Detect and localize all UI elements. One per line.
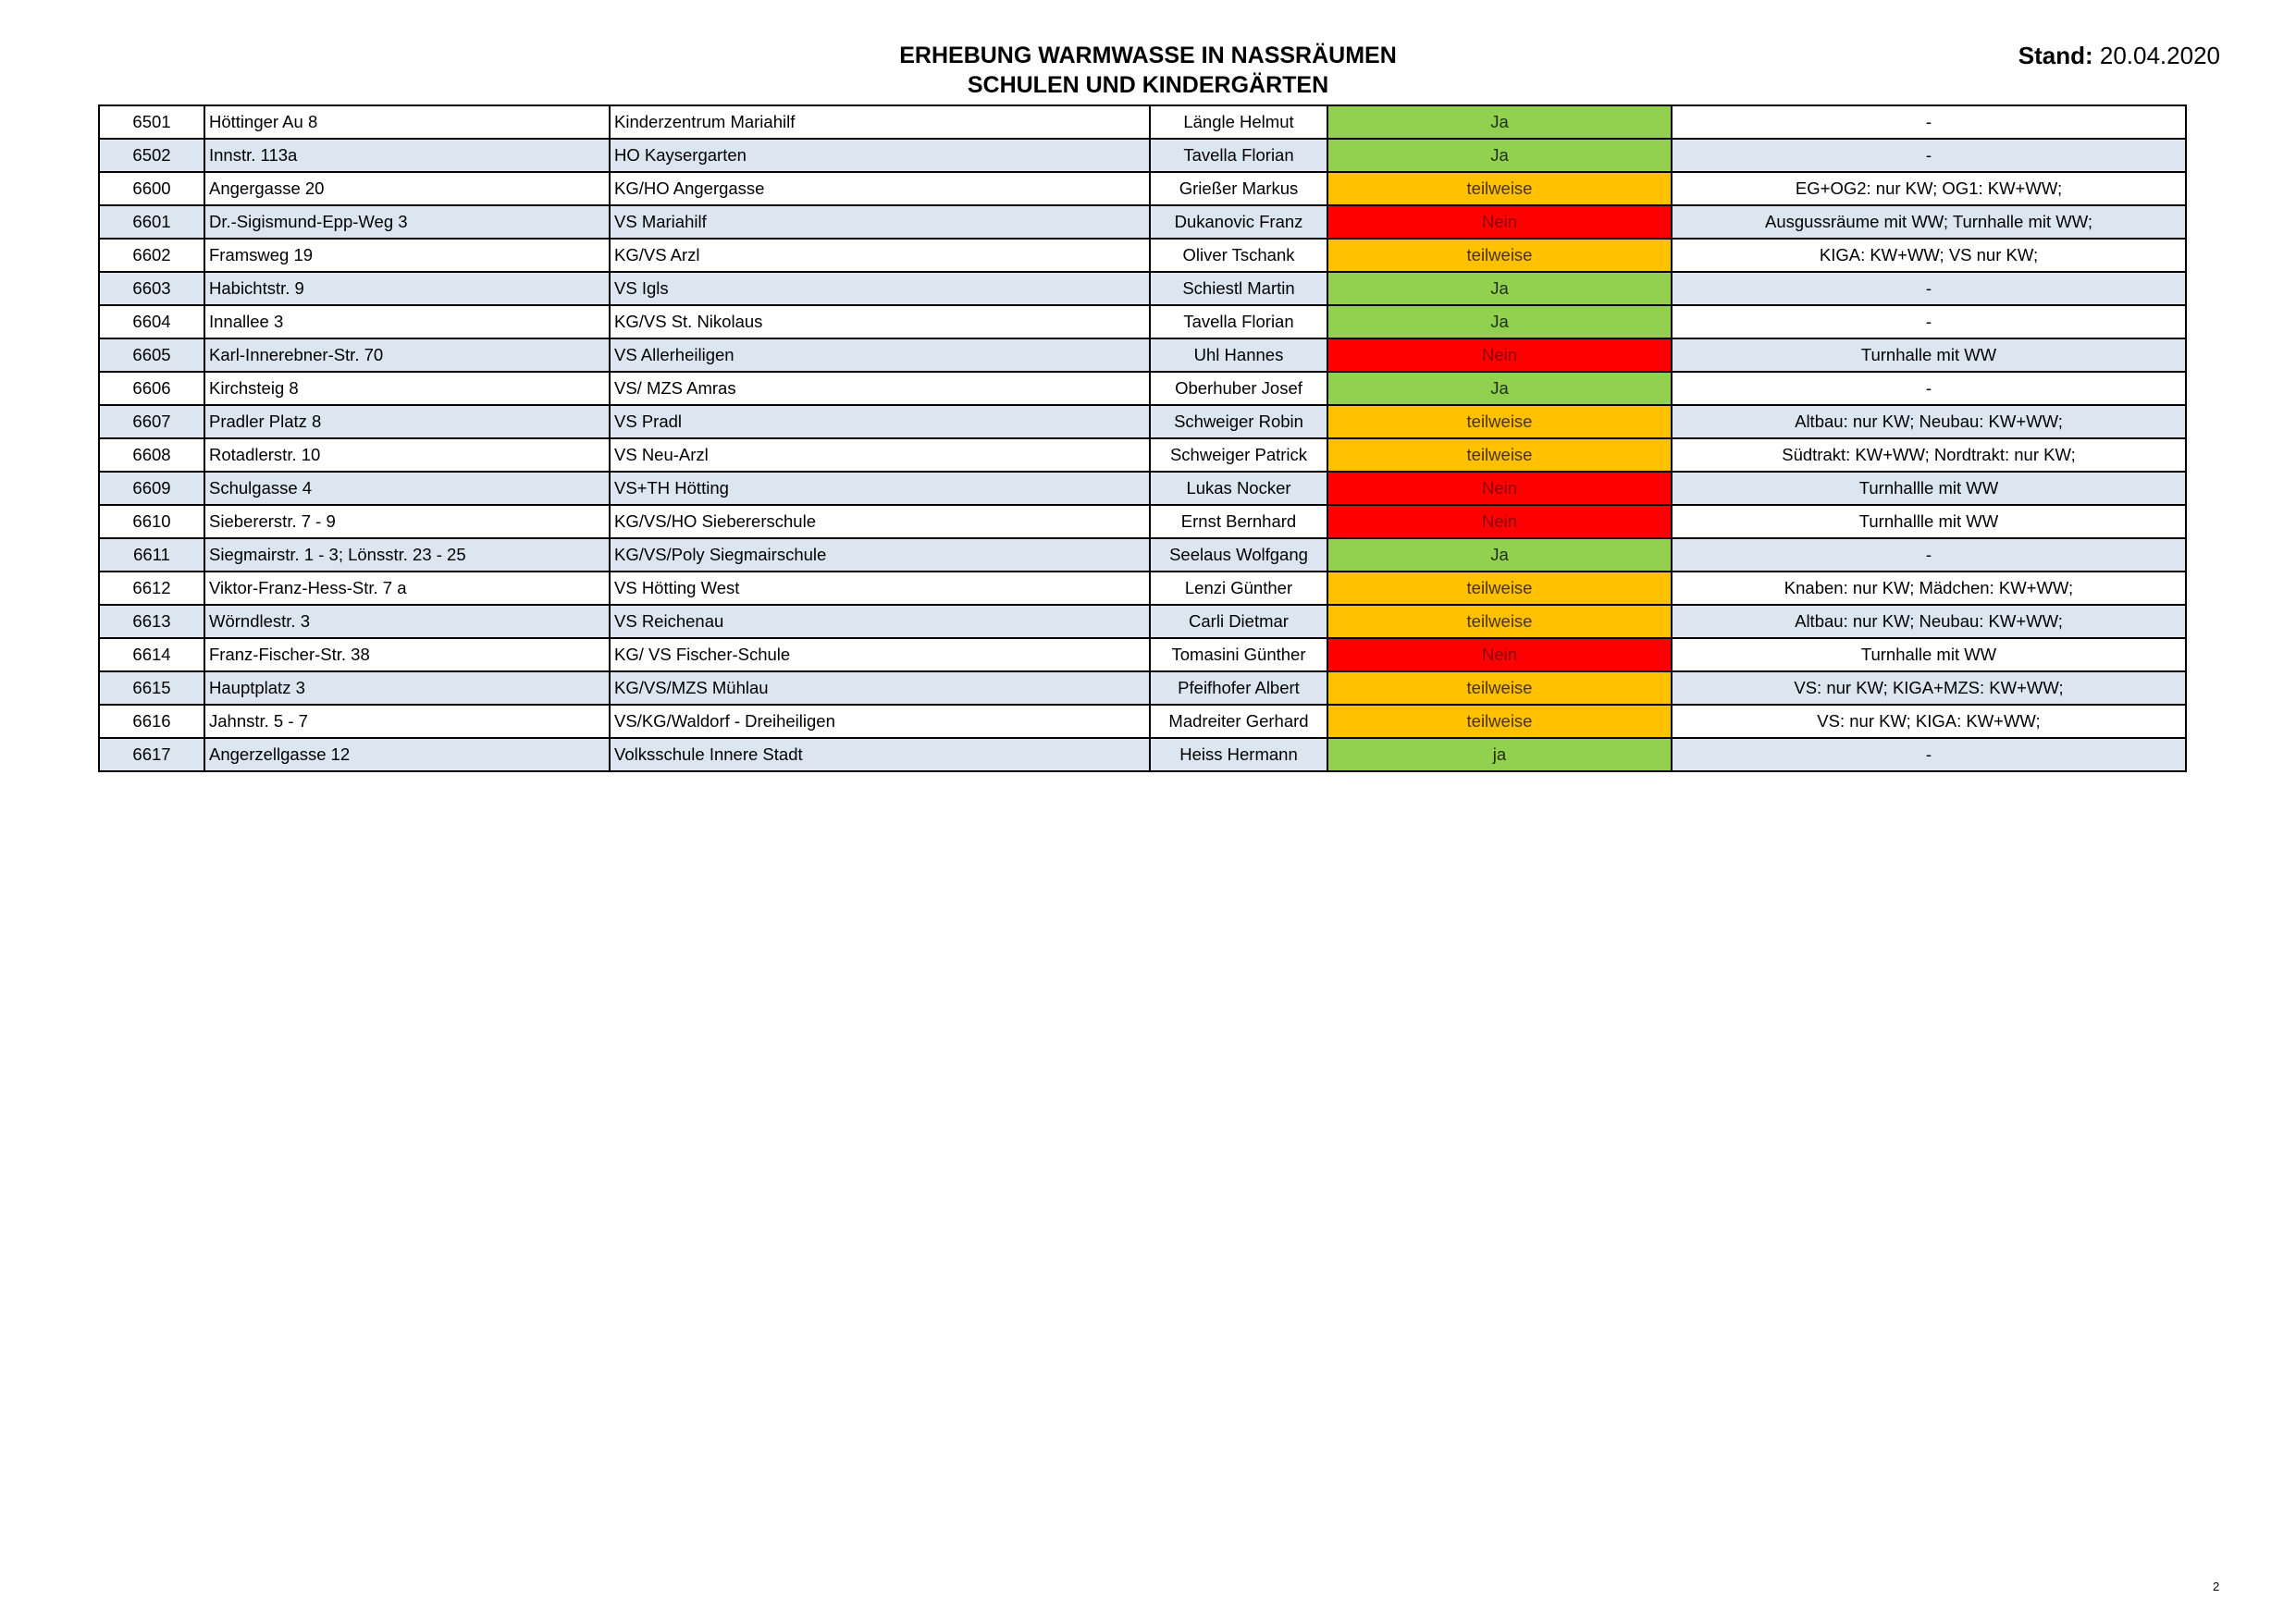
cell-remark: Altbau: nur KW; Neubau: KW+WW; xyxy=(1672,605,2186,638)
cell-facility: VS Mariahilf xyxy=(610,205,1150,239)
cell-address: Rotadlerstr. 10 xyxy=(204,438,610,472)
cell-status: teilweise xyxy=(1327,705,1672,738)
table-row xyxy=(99,405,2186,438)
cell-facility: Volksschule Innere Stadt xyxy=(610,738,1150,771)
cell-contact-person: Schiestl Martin xyxy=(1150,272,1327,305)
table-row xyxy=(99,172,2186,205)
table-row xyxy=(99,705,2186,738)
cell-number: 6604 xyxy=(99,305,204,338)
cell-number: 6612 xyxy=(99,572,204,605)
table-row xyxy=(99,438,2186,472)
cell-address: Wörndlestr. 3 xyxy=(204,605,610,638)
cell-address: Höttinger Au 8 xyxy=(204,105,610,139)
cell-facility: KG/VS/MZS Mühlau xyxy=(610,671,1150,705)
cell-contact-person: Heiss Hermann xyxy=(1150,738,1327,771)
cell-facility: VS Neu-Arzl xyxy=(610,438,1150,472)
cell-address: Innallee 3 xyxy=(204,305,610,338)
cell-number: 6502 xyxy=(99,139,204,172)
cell-status: Ja xyxy=(1327,305,1672,338)
cell-number: 6611 xyxy=(99,538,204,572)
cell-remark: Südtrakt: KW+WW; Nordtrakt: nur KW; xyxy=(1672,438,2186,472)
cell-contact-person: Lenzi Günther xyxy=(1150,572,1327,605)
table-row xyxy=(99,305,2186,338)
cell-remark: KIGA: KW+WW; VS nur KW; xyxy=(1672,239,2186,272)
cell-contact-person: Seelaus Wolfgang xyxy=(1150,538,1327,572)
stand-date xyxy=(1887,41,2220,70)
cell-number: 6607 xyxy=(99,405,204,438)
table-row xyxy=(99,139,2186,172)
cell-status: Nein xyxy=(1327,638,1672,671)
table-row xyxy=(99,338,2186,372)
cell-contact-person: Grießer Markus xyxy=(1150,172,1327,205)
cell-facility: VS+TH Hötting xyxy=(610,472,1150,505)
cell-remark: EG+OG2: nur KW; OG1: KW+WW; xyxy=(1672,172,2186,205)
cell-remark: - xyxy=(1672,139,2186,172)
cell-number: 6615 xyxy=(99,671,204,705)
cell-address: Framsweg 19 xyxy=(204,239,610,272)
cell-address: Angerzellgasse 12 xyxy=(204,738,610,771)
cell-number: 6613 xyxy=(99,605,204,638)
cell-status: teilweise xyxy=(1327,671,1672,705)
cell-facility: VS Hötting West xyxy=(610,572,1150,605)
cell-number: 6610 xyxy=(99,505,204,538)
cell-status: ja xyxy=(1327,738,1672,771)
cell-remark: Turnhalle mit WW xyxy=(1672,338,2186,372)
table-row xyxy=(99,205,2186,239)
table-row xyxy=(99,572,2186,605)
cell-address: Karl-Innerebner-Str. 70 xyxy=(204,338,610,372)
cell-contact-person: Madreiter Gerhard xyxy=(1150,705,1327,738)
cell-status: Ja xyxy=(1327,139,1672,172)
cell-address: Angergasse 20 xyxy=(204,172,610,205)
cell-contact-person: Tomasini Günther xyxy=(1150,638,1327,671)
cell-remark: - xyxy=(1672,272,2186,305)
cell-status: teilweise xyxy=(1327,239,1672,272)
cell-contact-person: Längle Helmut xyxy=(1150,105,1327,139)
cell-address: Siegmairstr. 1 - 3; Lönsstr. 23 - 25 xyxy=(204,538,610,572)
cell-status: Nein xyxy=(1327,205,1672,239)
cell-address: Habichtstr. 9 xyxy=(204,272,610,305)
cell-number: 6605 xyxy=(99,338,204,372)
table-row xyxy=(99,538,2186,572)
cell-status: Ja xyxy=(1327,272,1672,305)
cell-contact-person: Oliver Tschank xyxy=(1150,239,1327,272)
cell-remark: Turnhallle mit WW xyxy=(1672,472,2186,505)
cell-facility: VS/KG/Waldorf - Dreiheiligen xyxy=(610,705,1150,738)
cell-contact-person: Oberhuber Josef xyxy=(1150,372,1327,405)
cell-contact-person: Pfeifhofer Albert xyxy=(1150,671,1327,705)
cell-remark: - xyxy=(1672,372,2186,405)
cell-remark: - xyxy=(1672,738,2186,771)
cell-contact-person: Tavella Florian xyxy=(1150,139,1327,172)
cell-number: 6617 xyxy=(99,738,204,771)
cell-remark: - xyxy=(1672,105,2186,139)
cell-facility: KG/HO Angergasse xyxy=(610,172,1150,205)
cell-remark: VS: nur KW; KIGA+MZS: KW+WW; xyxy=(1672,671,2186,705)
cell-facility: Kinderzentrum Mariahilf xyxy=(610,105,1150,139)
cell-remark: - xyxy=(1672,305,2186,338)
cell-contact-person: Schweiger Patrick xyxy=(1150,438,1327,472)
cell-remark: Altbau: nur KW; Neubau: KW+WW; xyxy=(1672,405,2186,438)
cell-remark: Turnhalle mit WW xyxy=(1672,638,2186,671)
cell-number: 6614 xyxy=(99,638,204,671)
cell-address: Innstr. 113a xyxy=(204,139,610,172)
cell-number: 6501 xyxy=(99,105,204,139)
cell-facility: VS Pradl xyxy=(610,405,1150,438)
cell-remark: - xyxy=(1672,538,2186,572)
cell-address: Schulgasse 4 xyxy=(204,472,610,505)
cell-contact-person: Dukanovic Franz xyxy=(1150,205,1327,239)
cell-facility: KG/VS/Poly Siegmairschule xyxy=(610,538,1150,572)
cell-facility: VS Igls xyxy=(610,272,1150,305)
cell-facility: KG/ VS Fischer-Schule xyxy=(610,638,1150,671)
cell-facility: VS Reichenau xyxy=(610,605,1150,638)
table-row xyxy=(99,605,2186,638)
cell-contact-person: Carli Dietmar xyxy=(1150,605,1327,638)
cell-status: Nein xyxy=(1327,338,1672,372)
stand-value: 20.04.2020 xyxy=(2099,42,2220,69)
cell-status: Ja xyxy=(1327,105,1672,139)
cell-remark: Knaben: nur KW; Mädchen: KW+WW; xyxy=(1672,572,2186,605)
cell-facility: HO Kaysergarten xyxy=(610,139,1150,172)
cell-facility: KG/VS Arzl xyxy=(610,239,1150,272)
cell-status: teilweise xyxy=(1327,572,1672,605)
cell-status: teilweise xyxy=(1327,405,1672,438)
table-row xyxy=(99,239,2186,272)
title-line-2: SCHULEN UND KINDERGÄRTEN xyxy=(967,72,1329,98)
cell-status: teilweise xyxy=(1327,605,1672,638)
table-row xyxy=(99,738,2186,771)
cell-remark: Ausgussräume mit WW; Turnhalle mit WW; xyxy=(1672,205,2186,239)
cell-number: 6601 xyxy=(99,205,204,239)
cell-status: Nein xyxy=(1327,505,1672,538)
cell-facility: VS/ MZS Amras xyxy=(610,372,1150,405)
cell-facility: KG/VS/HO Siebererschule xyxy=(610,505,1150,538)
cell-number: 6616 xyxy=(99,705,204,738)
table-body xyxy=(99,105,2186,771)
cell-address: Franz-Fischer-Str. 38 xyxy=(204,638,610,671)
table-row xyxy=(99,638,2186,671)
cell-address: Jahnstr. 5 - 7 xyxy=(204,705,610,738)
cell-address: Siebererstr. 7 - 9 xyxy=(204,505,610,538)
survey-table xyxy=(98,105,2187,772)
cell-status: Ja xyxy=(1327,372,1672,405)
cell-address: Dr.-Sigismund-Epp-Weg 3 xyxy=(204,205,610,239)
cell-address: Kirchsteig 8 xyxy=(204,372,610,405)
page-number: 2 xyxy=(2213,1580,2220,1593)
cell-contact-person: Ernst Bernhard xyxy=(1150,505,1327,538)
cell-number: 6600 xyxy=(99,172,204,205)
table-row xyxy=(99,472,2186,505)
table-row xyxy=(99,372,2186,405)
cell-status: teilweise xyxy=(1327,172,1672,205)
cell-status: teilweise xyxy=(1327,438,1672,472)
cell-number: 6606 xyxy=(99,372,204,405)
cell-status: Nein xyxy=(1327,472,1672,505)
stand-label: Stand: xyxy=(2018,42,2093,69)
cell-status: Ja xyxy=(1327,538,1672,572)
cell-facility: KG/VS St. Nikolaus xyxy=(610,305,1150,338)
cell-contact-person: Uhl Hannes xyxy=(1150,338,1327,372)
table-row xyxy=(99,671,2186,705)
cell-number: 6608 xyxy=(99,438,204,472)
cell-address: Hauptplatz 3 xyxy=(204,671,610,705)
cell-remark: Turnhallle mit WW xyxy=(1672,505,2186,538)
cell-remark: VS: nur KW; KIGA: KW+WW; xyxy=(1672,705,2186,738)
table-row xyxy=(99,105,2186,139)
cell-number: 6602 xyxy=(99,239,204,272)
cell-contact-person: Schweiger Robin xyxy=(1150,405,1327,438)
cell-number: 6609 xyxy=(99,472,204,505)
cell-address: Viktor-Franz-Hess-Str. 7 a xyxy=(204,572,610,605)
cell-address: Pradler Platz 8 xyxy=(204,405,610,438)
title-line-1: ERHEBUNG WARMWASSE IN NASSRÄUMEN xyxy=(899,43,1397,68)
cell-contact-person: Lukas Nocker xyxy=(1150,472,1327,505)
cell-facility: VS Allerheiligen xyxy=(610,338,1150,372)
table-row xyxy=(99,505,2186,538)
cell-number: 6603 xyxy=(99,272,204,305)
cell-contact-person: Tavella Florian xyxy=(1150,305,1327,338)
table-row xyxy=(99,272,2186,305)
